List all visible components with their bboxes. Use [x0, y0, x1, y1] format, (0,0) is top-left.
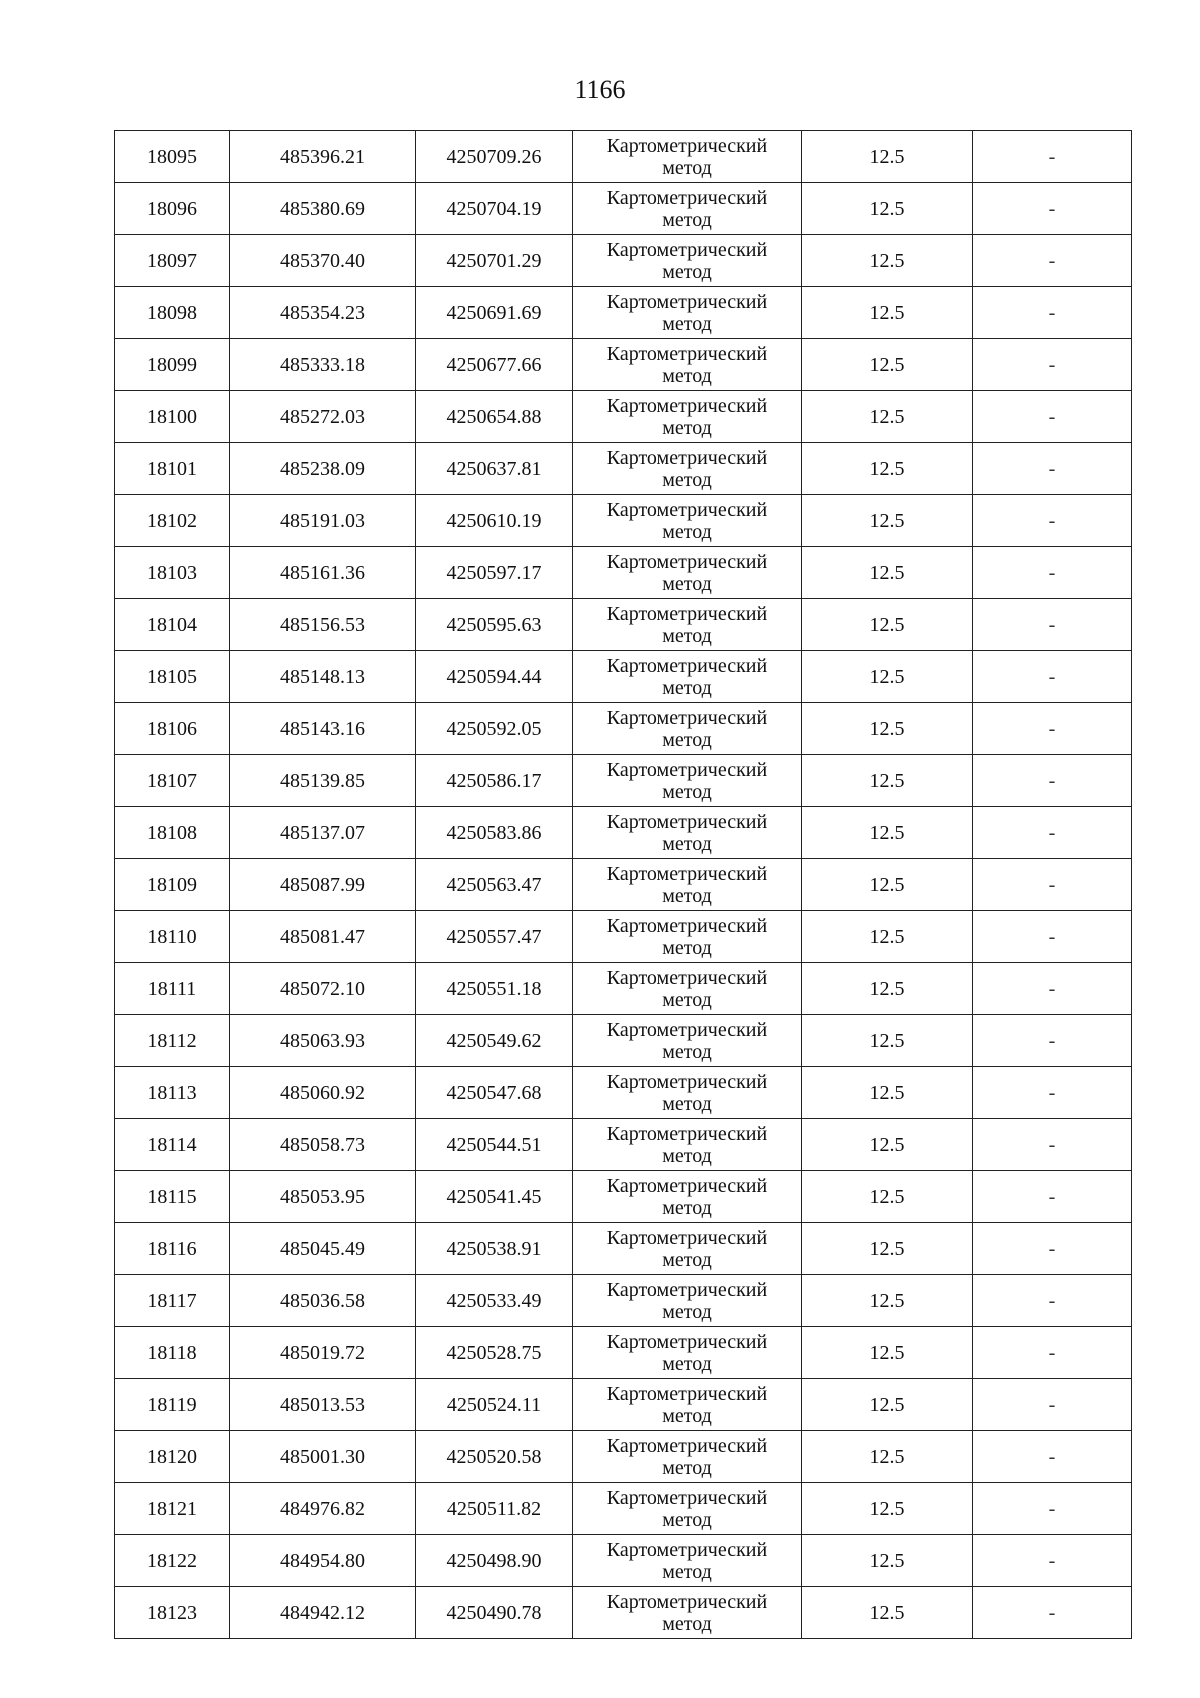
x-coordinate-cell: 485036.58	[230, 1275, 416, 1327]
coordinates-table-body	[115, 131, 1132, 1639]
method-label-line1: Картометрический	[606, 186, 768, 209]
note-cell: -	[973, 963, 1132, 1015]
table-row	[115, 1535, 1132, 1587]
method-cell	[573, 1067, 802, 1119]
y-coordinate-cell: 4250586.17	[416, 755, 573, 807]
table-row	[115, 1379, 1132, 1431]
precision-cell: 12.5	[802, 339, 973, 391]
y-coordinate-cell: 4250654.88	[416, 391, 573, 443]
point-id-cell: 18121	[115, 1483, 230, 1535]
precision-cell: 12.5	[802, 1015, 973, 1067]
page-number: 1166	[574, 75, 626, 104]
point-id-cell: 18118	[115, 1327, 230, 1379]
method-cell	[573, 1587, 802, 1639]
x-coordinate-cell: 485001.30	[230, 1431, 416, 1483]
x-coordinate-cell: 485380.69	[230, 183, 416, 235]
method-cell	[573, 495, 802, 547]
method-label-line2: метод	[662, 416, 712, 439]
method-cell	[573, 131, 802, 183]
point-id-cell: 18095	[115, 131, 230, 183]
method-label-line2: метод	[662, 1144, 712, 1167]
precision-cell: 12.5	[802, 859, 973, 911]
x-coordinate-cell: 485063.93	[230, 1015, 416, 1067]
x-coordinate-cell: 485139.85	[230, 755, 416, 807]
method-label-line2: метод	[662, 988, 712, 1011]
method-cell	[573, 1483, 802, 1535]
method-label-line1: Картометрический	[606, 1486, 768, 1509]
x-coordinate-cell: 485238.09	[230, 443, 416, 495]
y-coordinate-cell: 4250490.78	[416, 1587, 573, 1639]
method-label-line2: метод	[662, 312, 712, 335]
point-id-cell: 18105	[115, 651, 230, 703]
method-label-line1: Картометрический	[606, 238, 768, 261]
point-id-cell: 18123	[115, 1587, 230, 1639]
point-id-cell: 18101	[115, 443, 230, 495]
note-cell: -	[973, 339, 1132, 391]
note-cell: -	[973, 1379, 1132, 1431]
precision-cell: 12.5	[802, 1379, 973, 1431]
method-label-line1: Картометрический	[606, 1382, 768, 1405]
table-row	[115, 1015, 1132, 1067]
method-label-line1: Картометрический	[606, 498, 768, 521]
point-id-cell: 18102	[115, 495, 230, 547]
method-label-line1: Картометрический	[606, 550, 768, 573]
method-label-line1: Картометрический	[606, 1174, 768, 1197]
method-label-line2: метод	[662, 572, 712, 595]
method-label-line2: метод	[662, 1300, 712, 1323]
precision-cell: 12.5	[802, 1483, 973, 1535]
point-id-cell: 18114	[115, 1119, 230, 1171]
note-cell: -	[973, 1535, 1132, 1587]
table-row	[115, 755, 1132, 807]
method-label-line1: Картометрический	[606, 446, 768, 469]
method-label-line2: метод	[662, 1352, 712, 1375]
x-coordinate-cell: 485161.36	[230, 547, 416, 599]
table-row	[115, 1119, 1132, 1171]
note-cell: -	[973, 911, 1132, 963]
y-coordinate-cell: 4250610.19	[416, 495, 573, 547]
table-row	[115, 391, 1132, 443]
y-coordinate-cell: 4250709.26	[416, 131, 573, 183]
note-cell: -	[973, 599, 1132, 651]
table-row	[115, 1223, 1132, 1275]
method-cell	[573, 287, 802, 339]
method-cell	[573, 807, 802, 859]
x-coordinate-cell: 485191.03	[230, 495, 416, 547]
precision-cell: 12.5	[802, 1535, 973, 1587]
point-id-cell: 18115	[115, 1171, 230, 1223]
point-id-cell: 18111	[115, 963, 230, 1015]
point-id-cell: 18117	[115, 1275, 230, 1327]
precision-cell: 12.5	[802, 1171, 973, 1223]
method-label-line2: метод	[662, 936, 712, 959]
method-label-line2: метод	[662, 728, 712, 751]
point-id-cell: 18112	[115, 1015, 230, 1067]
method-cell	[573, 391, 802, 443]
note-cell: -	[973, 1015, 1132, 1067]
method-cell	[573, 1015, 802, 1067]
x-coordinate-cell: 484954.80	[230, 1535, 416, 1587]
table-row	[115, 495, 1132, 547]
precision-cell: 12.5	[802, 1587, 973, 1639]
table-row	[115, 1431, 1132, 1483]
table-row	[115, 807, 1132, 859]
method-label-line1: Картометрический	[606, 706, 768, 729]
precision-cell: 12.5	[802, 1067, 973, 1119]
method-cell	[573, 911, 802, 963]
method-label-line2: метод	[662, 156, 712, 179]
point-id-cell: 18109	[115, 859, 230, 911]
note-cell: -	[973, 1223, 1132, 1275]
coordinates-table	[114, 130, 1132, 1639]
table-row	[115, 339, 1132, 391]
note-cell: -	[973, 1119, 1132, 1171]
note-cell: -	[973, 287, 1132, 339]
method-cell	[573, 599, 802, 651]
table-row	[115, 963, 1132, 1015]
method-cell	[573, 1119, 802, 1171]
y-coordinate-cell: 4250594.44	[416, 651, 573, 703]
method-cell	[573, 963, 802, 1015]
x-coordinate-cell: 485396.21	[230, 131, 416, 183]
precision-cell: 12.5	[802, 1431, 973, 1483]
method-label-line1: Картометрический	[606, 1538, 768, 1561]
precision-cell: 12.5	[802, 443, 973, 495]
method-label-line1: Картометрический	[606, 602, 768, 625]
point-id-cell: 18096	[115, 183, 230, 235]
table-row	[115, 599, 1132, 651]
x-coordinate-cell: 485072.10	[230, 963, 416, 1015]
method-label-line1: Картометрический	[606, 342, 768, 365]
point-id-cell: 18103	[115, 547, 230, 599]
method-cell	[573, 339, 802, 391]
point-id-cell: 18098	[115, 287, 230, 339]
y-coordinate-cell: 4250533.49	[416, 1275, 573, 1327]
table-row	[115, 703, 1132, 755]
method-label-line2: метод	[662, 364, 712, 387]
method-label-line1: Картометрический	[606, 966, 768, 989]
method-cell	[573, 1327, 802, 1379]
method-label-line2: метод	[662, 832, 712, 855]
y-coordinate-cell: 4250541.45	[416, 1171, 573, 1223]
precision-cell: 12.5	[802, 807, 973, 859]
method-cell	[573, 859, 802, 911]
method-label-line1: Картометрический	[606, 134, 768, 157]
method-cell	[573, 1171, 802, 1223]
method-label-line1: Картометрический	[606, 290, 768, 313]
y-coordinate-cell: 4250637.81	[416, 443, 573, 495]
precision-cell: 12.5	[802, 391, 973, 443]
y-coordinate-cell: 4250538.91	[416, 1223, 573, 1275]
note-cell: -	[973, 235, 1132, 287]
method-label-line2: метод	[662, 624, 712, 647]
y-coordinate-cell: 4250547.68	[416, 1067, 573, 1119]
method-label-line2: метод	[662, 260, 712, 283]
y-coordinate-cell: 4250549.62	[416, 1015, 573, 1067]
precision-cell: 12.5	[802, 599, 973, 651]
method-label-line1: Картометрический	[606, 810, 768, 833]
note-cell: -	[973, 131, 1132, 183]
y-coordinate-cell: 4250677.66	[416, 339, 573, 391]
x-coordinate-cell: 485013.53	[230, 1379, 416, 1431]
method-label-line1: Картометрический	[606, 758, 768, 781]
note-cell: -	[973, 547, 1132, 599]
x-coordinate-cell: 485156.53	[230, 599, 416, 651]
method-cell	[573, 755, 802, 807]
y-coordinate-cell: 4250544.51	[416, 1119, 573, 1171]
point-id-cell: 18119	[115, 1379, 230, 1431]
y-coordinate-cell: 4250511.82	[416, 1483, 573, 1535]
method-label-line2: метод	[662, 1196, 712, 1219]
method-cell	[573, 703, 802, 755]
method-label-line2: метод	[662, 780, 712, 803]
y-coordinate-cell: 4250704.19	[416, 183, 573, 235]
note-cell: -	[973, 183, 1132, 235]
method-label-line1: Картометрический	[606, 1122, 768, 1145]
method-label-line2: метод	[662, 1040, 712, 1063]
point-id-cell: 18108	[115, 807, 230, 859]
table-row	[115, 1171, 1132, 1223]
method-label-line1: Картометрический	[606, 1278, 768, 1301]
table-row	[115, 651, 1132, 703]
note-cell: -	[973, 1275, 1132, 1327]
table-row	[115, 1275, 1132, 1327]
note-cell: -	[973, 651, 1132, 703]
table-row	[115, 1327, 1132, 1379]
precision-cell: 12.5	[802, 287, 973, 339]
x-coordinate-cell: 485045.49	[230, 1223, 416, 1275]
y-coordinate-cell: 4250691.69	[416, 287, 573, 339]
x-coordinate-cell: 485053.95	[230, 1171, 416, 1223]
method-label-line2: метод	[662, 1092, 712, 1115]
precision-cell: 12.5	[802, 651, 973, 703]
table-row	[115, 235, 1132, 287]
point-id-cell: 18104	[115, 599, 230, 651]
table-row	[115, 183, 1132, 235]
point-id-cell: 18097	[115, 235, 230, 287]
precision-cell: 12.5	[802, 1223, 973, 1275]
x-coordinate-cell: 485354.23	[230, 287, 416, 339]
table-row	[115, 131, 1132, 183]
method-cell	[573, 1223, 802, 1275]
table-row	[115, 443, 1132, 495]
note-cell: -	[973, 755, 1132, 807]
x-coordinate-cell: 484942.12	[230, 1587, 416, 1639]
x-coordinate-cell: 485148.13	[230, 651, 416, 703]
y-coordinate-cell: 4250583.86	[416, 807, 573, 859]
method-cell	[573, 651, 802, 703]
precision-cell: 12.5	[802, 755, 973, 807]
note-cell: -	[973, 703, 1132, 755]
method-label-line1: Картометрический	[606, 1070, 768, 1093]
method-label-line2: метод	[662, 1560, 712, 1583]
precision-cell: 12.5	[802, 963, 973, 1015]
method-label-line1: Картометрический	[606, 1226, 768, 1249]
table-row	[115, 1587, 1132, 1639]
method-cell	[573, 1379, 802, 1431]
method-label-line2: метод	[662, 1248, 712, 1271]
y-coordinate-cell: 4250557.47	[416, 911, 573, 963]
x-coordinate-cell: 485370.40	[230, 235, 416, 287]
x-coordinate-cell: 485087.99	[230, 859, 416, 911]
method-cell	[573, 1535, 802, 1587]
precision-cell: 12.5	[802, 1327, 973, 1379]
method-label-line2: метод	[662, 468, 712, 491]
y-coordinate-cell: 4250520.58	[416, 1431, 573, 1483]
point-id-cell: 18106	[115, 703, 230, 755]
point-id-cell: 18116	[115, 1223, 230, 1275]
method-cell	[573, 183, 802, 235]
x-coordinate-cell: 485333.18	[230, 339, 416, 391]
note-cell: -	[973, 443, 1132, 495]
note-cell: -	[973, 859, 1132, 911]
y-coordinate-cell: 4250524.11	[416, 1379, 573, 1431]
note-cell: -	[973, 391, 1132, 443]
x-coordinate-cell: 485137.07	[230, 807, 416, 859]
y-coordinate-cell: 4250563.47	[416, 859, 573, 911]
method-label-line2: метод	[662, 676, 712, 699]
x-coordinate-cell: 485272.03	[230, 391, 416, 443]
precision-cell: 12.5	[802, 703, 973, 755]
method-label-line2: метод	[662, 1508, 712, 1531]
x-coordinate-cell: 485081.47	[230, 911, 416, 963]
precision-cell: 12.5	[802, 1119, 973, 1171]
y-coordinate-cell: 4250551.18	[416, 963, 573, 1015]
precision-cell: 12.5	[802, 495, 973, 547]
method-label-line2: метод	[662, 208, 712, 231]
precision-cell: 12.5	[802, 547, 973, 599]
x-coordinate-cell: 485060.92	[230, 1067, 416, 1119]
method-label-line2: метод	[662, 1456, 712, 1479]
y-coordinate-cell: 4250595.63	[416, 599, 573, 651]
method-label-line1: Картометрический	[606, 1330, 768, 1353]
y-coordinate-cell: 4250597.17	[416, 547, 573, 599]
point-id-cell: 18107	[115, 755, 230, 807]
table-row	[115, 1067, 1132, 1119]
note-cell: -	[973, 1587, 1132, 1639]
x-coordinate-cell: 485058.73	[230, 1119, 416, 1171]
method-cell	[573, 443, 802, 495]
table-row	[115, 287, 1132, 339]
method-label-line2: метод	[662, 1404, 712, 1427]
precision-cell: 12.5	[802, 1275, 973, 1327]
method-cell	[573, 1275, 802, 1327]
y-coordinate-cell: 4250498.90	[416, 1535, 573, 1587]
x-coordinate-cell: 484976.82	[230, 1483, 416, 1535]
precision-cell: 12.5	[802, 235, 973, 287]
y-coordinate-cell: 4250528.75	[416, 1327, 573, 1379]
method-label-line1: Картометрический	[606, 1590, 768, 1613]
note-cell: -	[973, 1067, 1132, 1119]
note-cell: -	[973, 1483, 1132, 1535]
method-label-line1: Картометрический	[606, 862, 768, 885]
y-coordinate-cell: 4250701.29	[416, 235, 573, 287]
method-label-line2: метод	[662, 520, 712, 543]
table-row	[115, 911, 1132, 963]
table-row	[115, 547, 1132, 599]
method-label-line1: Картометрический	[606, 394, 768, 417]
method-label-line1: Картометрический	[606, 1018, 768, 1041]
note-cell: -	[973, 1431, 1132, 1483]
method-label-line2: метод	[662, 1612, 712, 1635]
method-cell	[573, 235, 802, 287]
note-cell: -	[973, 495, 1132, 547]
table-row	[115, 1483, 1132, 1535]
point-id-cell: 18113	[115, 1067, 230, 1119]
point-id-cell: 18120	[115, 1431, 230, 1483]
method-label-line2: метод	[662, 884, 712, 907]
precision-cell: 12.5	[802, 911, 973, 963]
table-row	[115, 859, 1132, 911]
point-id-cell: 18100	[115, 391, 230, 443]
note-cell: -	[973, 807, 1132, 859]
method-label-line1: Картометрический	[606, 914, 768, 937]
method-label-line1: Картометрический	[606, 654, 768, 677]
method-label-line1: Картометрический	[606, 1434, 768, 1457]
point-id-cell: 18110	[115, 911, 230, 963]
y-coordinate-cell: 4250592.05	[416, 703, 573, 755]
precision-cell: 12.5	[802, 131, 973, 183]
note-cell: -	[973, 1327, 1132, 1379]
x-coordinate-cell: 485143.16	[230, 703, 416, 755]
point-id-cell: 18099	[115, 339, 230, 391]
note-cell: -	[973, 1171, 1132, 1223]
x-coordinate-cell: 485019.72	[230, 1327, 416, 1379]
precision-cell: 12.5	[802, 183, 973, 235]
point-id-cell: 18122	[115, 1535, 230, 1587]
method-cell	[573, 547, 802, 599]
method-cell	[573, 1431, 802, 1483]
